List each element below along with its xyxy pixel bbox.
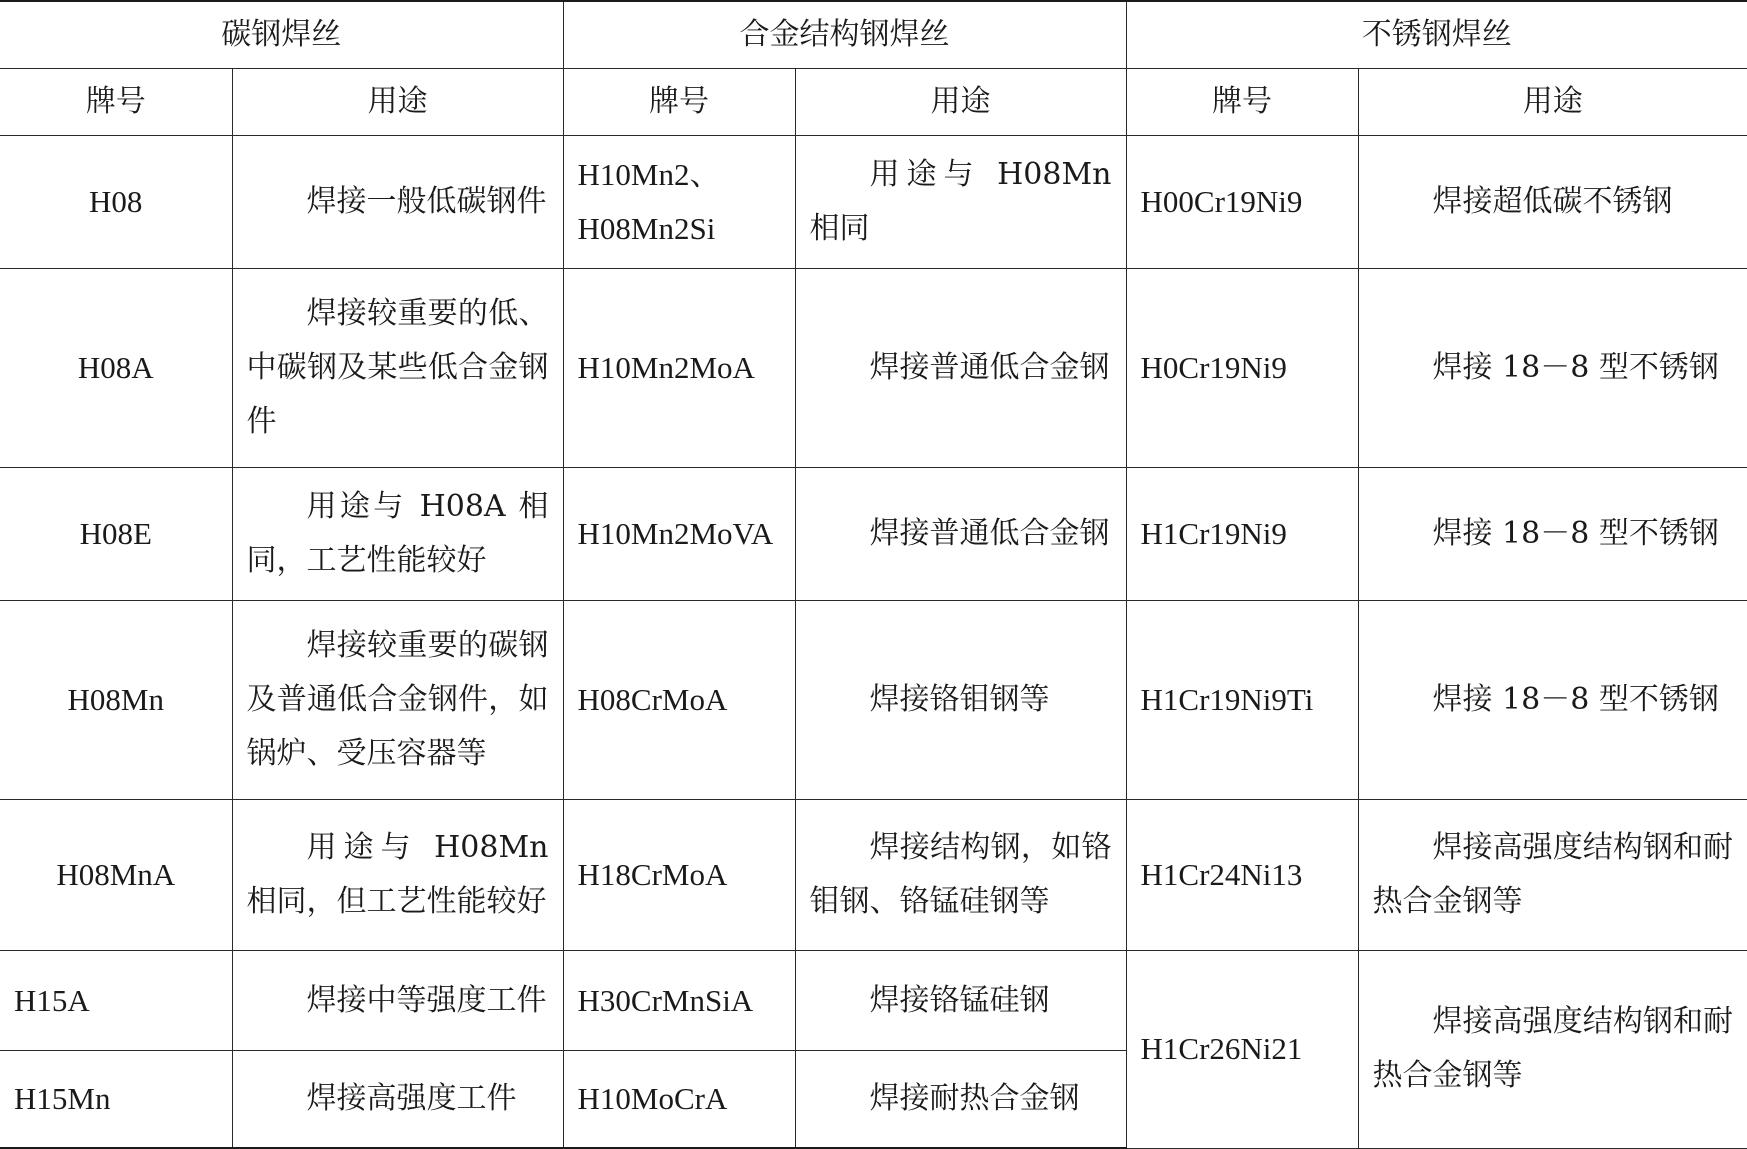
carbon-grade-cell: H08Mn — [0, 601, 232, 800]
alloy-grade-cell: H10MoCrA — [563, 1051, 795, 1149]
alloy-grade-cell: H10Mn2、H08Mn2Si — [563, 136, 795, 269]
table-row — [0, 951, 1747, 1051]
column-header-alloy-use: 用途 — [795, 69, 1126, 136]
carbon-grade-cell: H08A — [0, 269, 232, 468]
alloy-grade-cell: H18CrMoA — [563, 800, 795, 951]
group-header-row — [0, 1, 1747, 69]
carbon-use-cell: 焊接较重要的碳钢及普通低合金钢件，如锅炉、受压容器等 — [232, 601, 563, 800]
stainless-use-cell: 焊接 18－8 型不锈钢 — [1358, 601, 1747, 800]
alloy-grade-cell: H10Mn2MoVA — [563, 468, 795, 601]
alloy-grade-cell: H30CrMnSiA — [563, 951, 795, 1051]
stainless-use-cell: 焊接 18－8 型不锈钢 — [1358, 468, 1747, 601]
alloy-use-cell: 用途与 H08Mn 相同 — [795, 136, 1126, 269]
stainless-grade-cell: H0Cr19Ni9 — [1126, 269, 1358, 468]
alloy-use-cell: 焊接结构钢，如铬钼钢、铬锰硅钢等 — [795, 800, 1126, 951]
alloy-grade-cell: H10Mn2MoA — [563, 269, 795, 468]
alloy-use-cell: 焊接普通低合金钢 — [795, 269, 1126, 468]
carbon-grade-cell: H08MnA — [0, 800, 232, 951]
alloy-use-cell: 焊接铬钼钢等 — [795, 601, 1126, 800]
table-row — [0, 601, 1747, 800]
stainless-grade-cell: H00Cr19Ni9 — [1126, 136, 1358, 269]
carbon-use-cell: 焊接中等强度工件 — [232, 951, 563, 1051]
column-header-carbon-use: 用途 — [232, 69, 563, 136]
stainless-use-cell: 焊接高强度结构钢和耐热合金钢等 — [1358, 951, 1747, 1149]
group-header-stainless: 不锈钢焊丝 — [1126, 1, 1747, 69]
table-row — [0, 269, 1747, 468]
column-header-alloy-grade: 牌号 — [563, 69, 795, 136]
carbon-use-cell: 焊接高强度工件 — [232, 1051, 563, 1149]
stainless-use-cell: 焊接 18－8 型不锈钢 — [1358, 269, 1747, 468]
table-row — [0, 136, 1747, 269]
alloy-use-cell: 焊接铬锰硅钢 — [795, 951, 1126, 1051]
table-row — [0, 800, 1747, 951]
stainless-grade-cell: H1Cr26Ni21 — [1126, 951, 1358, 1149]
alloy-use-cell: 焊接耐热合金钢 — [795, 1051, 1126, 1149]
column-header-carbon-grade: 牌号 — [0, 69, 232, 136]
column-header-row — [0, 69, 1747, 136]
table-row — [0, 468, 1747, 601]
stainless-use-cell: 焊接超低碳不锈钢 — [1358, 136, 1747, 269]
carbon-grade-cell: H15Mn — [0, 1051, 232, 1149]
stainless-grade-cell: H1Cr19Ni9 — [1126, 468, 1358, 601]
carbon-grade-cell: H15A — [0, 951, 232, 1051]
stainless-grade-cell: H1Cr19Ni9Ti — [1126, 601, 1358, 800]
stainless-use-cell: 焊接高强度结构钢和耐热合金钢等 — [1358, 800, 1747, 951]
carbon-use-cell: 焊接较重要的低、中碳钢及某些低合金钢件 — [232, 269, 563, 468]
carbon-grade-cell: H08E — [0, 468, 232, 601]
alloy-grade-cell: H08CrMoA — [563, 601, 795, 800]
carbon-grade-cell: H08 — [0, 136, 232, 269]
stainless-grade-cell: H1Cr24Ni13 — [1126, 800, 1358, 951]
column-header-stainless-use: 用途 — [1358, 69, 1747, 136]
alloy-use-cell: 焊接普通低合金钢 — [795, 468, 1126, 601]
group-header-alloy: 合金结构钢焊丝 — [563, 1, 1126, 69]
carbon-use-cell: 用途与 H08A 相同，工艺性能较好 — [232, 468, 563, 601]
group-header-carbon: 碳钢焊丝 — [0, 1, 563, 69]
carbon-use-cell: 焊接一般低碳钢件 — [232, 136, 563, 269]
carbon-use-cell: 用途与 H08Mn 相同，但工艺性能较好 — [232, 800, 563, 951]
column-header-stainless-grade: 牌号 — [1126, 69, 1358, 136]
